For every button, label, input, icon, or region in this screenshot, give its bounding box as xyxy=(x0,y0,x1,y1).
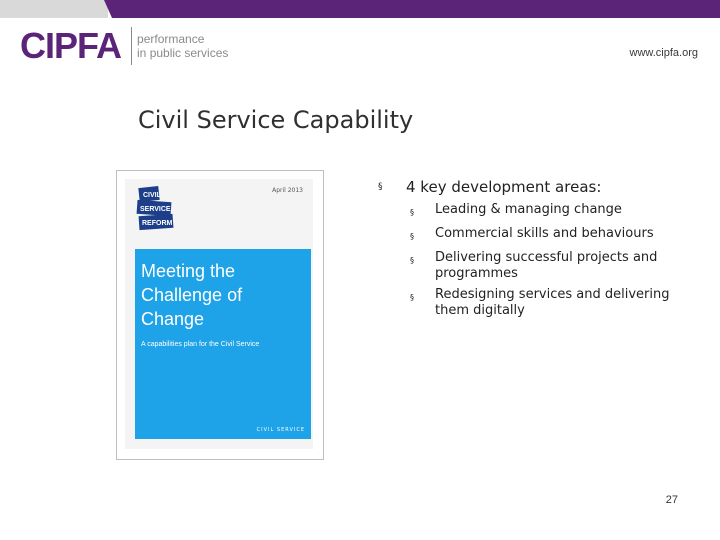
bullet-marker: § xyxy=(410,293,414,302)
sub-bullet xyxy=(410,202,698,221)
sub-bullet-text: Redesigning services and delivering them digitally xyxy=(435,287,670,318)
logo-wordmark: CIPFA xyxy=(20,25,122,66)
main-bullet-text: 4 key development areas: xyxy=(406,178,602,196)
cover-heading xyxy=(141,259,242,331)
cover-heading-line-3: Change xyxy=(141,309,205,329)
cover-subheading: A capabilities plan for the Civil Service xyxy=(141,341,260,348)
sub-bullet-text: Delivering successful projects and programmes xyxy=(435,250,658,281)
cover-heading-line-1: Meeting the xyxy=(141,261,236,281)
reform-line-2: SERVICE xyxy=(140,206,171,213)
reform-line-3: REFORM xyxy=(142,220,173,227)
logo-tagline xyxy=(137,32,228,60)
cover-page xyxy=(125,179,313,449)
sub-bullet xyxy=(410,250,698,282)
tagline-line-1: performance xyxy=(137,32,205,46)
cover-footer: CIVIL SERVICE xyxy=(256,427,305,433)
sub-bullet xyxy=(410,287,698,319)
logo-divider xyxy=(131,27,132,65)
top-bar-grey xyxy=(0,0,108,18)
tagline-line-2: in public services xyxy=(137,46,229,60)
cover-blue-panel xyxy=(135,249,311,439)
civil-service-reform-logo xyxy=(135,185,181,233)
sub-bullet xyxy=(410,226,698,245)
slide-title: Civil Service Capability xyxy=(138,106,414,134)
bullet-marker: § xyxy=(378,182,383,192)
top-bar-purple xyxy=(104,0,720,18)
main-bullet xyxy=(378,178,698,196)
sub-bullet-list xyxy=(378,202,698,319)
cipfa-logo xyxy=(20,27,228,65)
report-cover-image xyxy=(116,170,324,460)
reform-line-1: CIVIL xyxy=(143,192,161,199)
cover-date: April 2013 xyxy=(272,187,303,194)
site-url: www.cipfa.org xyxy=(629,47,698,59)
bullet-list xyxy=(378,178,698,324)
bullet-marker: § xyxy=(410,232,414,241)
bullet-marker: § xyxy=(410,208,414,217)
sub-bullet-text: Commercial skills and behaviours xyxy=(435,226,654,241)
sub-bullet-text: Leading & managing change xyxy=(435,202,622,217)
page-number: 27 xyxy=(665,494,678,506)
cover-heading-line-2: Challenge of xyxy=(141,285,243,305)
bullet-marker: § xyxy=(410,256,414,265)
